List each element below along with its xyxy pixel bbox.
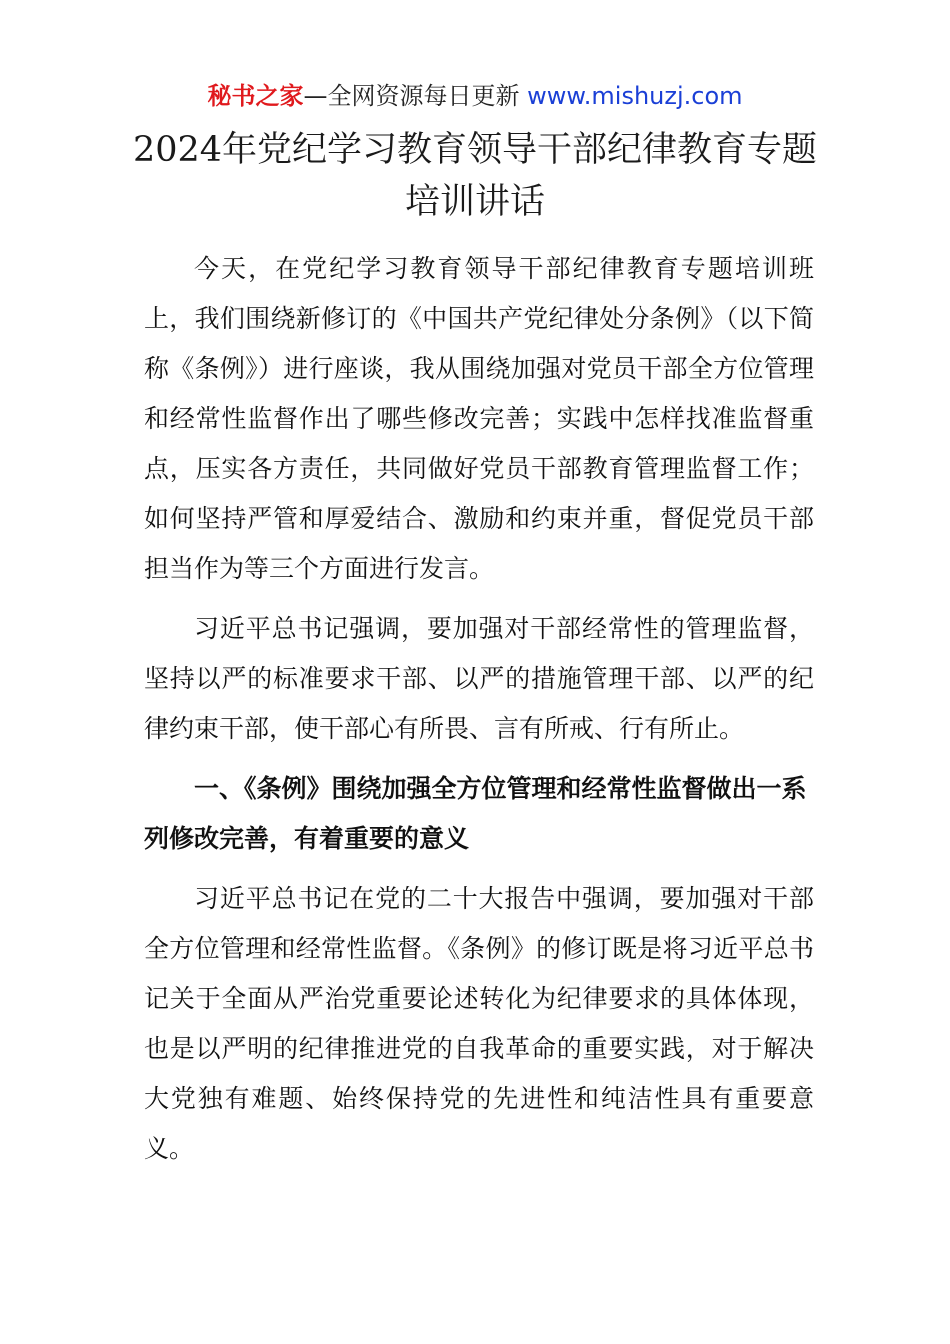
- site-name: 秘书之家: [207, 82, 304, 110]
- site-tagline: —全网资源每日更新: [303, 82, 528, 110]
- section-heading: 一、《条例》围绕加强全方位管理和经常性监督做出一系列修改完善，有着重要的意义: [144, 774, 807, 853]
- paragraph-intro: 今天，在党纪学习教育领导干部纪律教育专题培训班上，我们围绕新修订的《中国共产党纪律处分条例》（以下简称《条例》）进行座谈，我从围绕加强对党员干部全方位管理和经常性监督作出了哪些修改完善；实践中怎样找准监督重点，压实各方责任，共同做好党员干部教育管理监督工作；如何坚持严管和厚爱结合、激励和约束并重，督促党员干部担当作为等三个方面进行发言。: [144, 254, 814, 583]
- paragraph-section: 习近平总书记在党的二十大报告中强调，要加强对干部全方位管理和经常性监督。《条例》的修订既是将习近平总书记关于全面从严治党重要论述转化为纪律要求的具体体现，也是以严明的纪律推进党的自我革命的重要实践，对于解决大党独有难题、始终保持党的先进性和纯洁性具有重要意义。: [144, 884, 814, 1163]
- document-body: [144, 244, 814, 1184]
- document-title: 2024年党纪学习教育领导干部纪律教育专题培训讲话: [132, 130, 818, 222]
- site-banner: [0, 80, 950, 112]
- paragraph-quote: 习近平总书记强调，要加强对干部经常性的管理监督，坚持以严的标准要求干部、以严的措施管理干部、以严的纪律约束干部，使干部心有所畏、言有所戒、行有所止。: [144, 614, 814, 743]
- site-url-link[interactable]: www.mishuzj.com: [527, 82, 743, 110]
